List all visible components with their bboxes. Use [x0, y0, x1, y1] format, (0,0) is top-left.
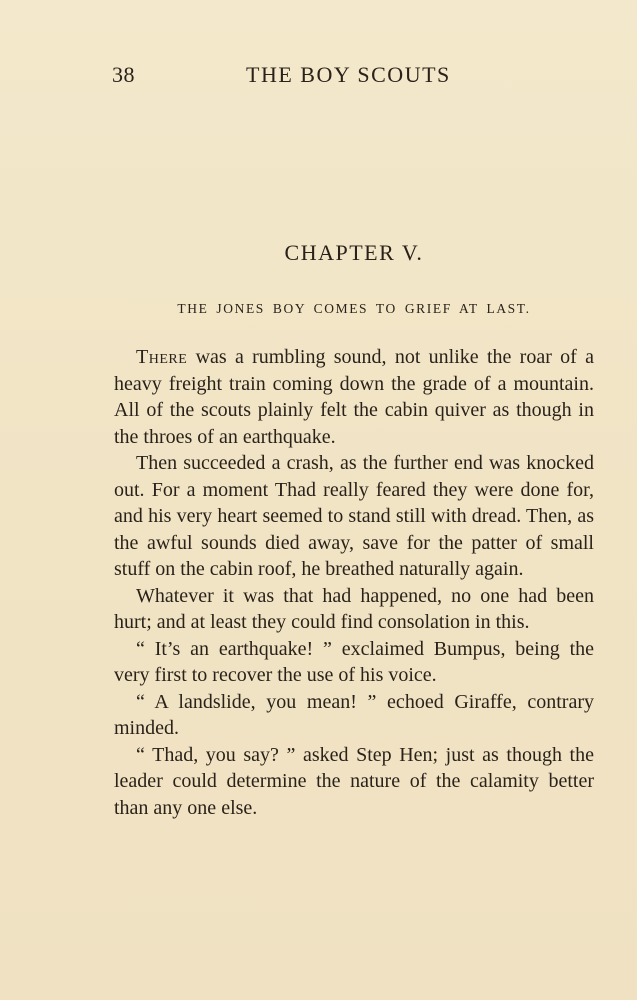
paragraph-lead-word: There: [136, 346, 188, 368]
body-text: [114, 344, 594, 821]
paragraph: “ It’s an earthquake! ” exclaimed Bumpus, being the very first to recover the use of his voice.: [114, 637, 594, 686]
chapter-title: CHAPTER V.: [284, 240, 424, 265]
paragraph: “ Thad, you say? ” asked Step Hen; just as though the leader could determine the nature of the calamity better than any one else.: [114, 743, 594, 819]
paragraph-text: was a rumbling sound, not unlike the roar of a heavy freight train coming down the grade of a mountain. All of the scouts plainly felt the cabin quiver as though in the throes of an earthquake.: [114, 346, 594, 448]
book-title: THE BOY SCOUTS: [246, 62, 451, 87]
paragraph: Whatever it was that had happened, no one had been hurt; and at least they could find consolation in this.: [114, 584, 594, 633]
paragraph: Then succeeded a crash, as the further end was knocked out. For a moment Thad really feared they were done for, and his very heart seemed to stand still with dread. Then, as the awful sounds died away, save for the patter of small stuff on the cabin roof, he breathed naturally again.: [114, 452, 594, 580]
page-number: 38: [112, 62, 135, 87]
paragraph: [114, 344, 594, 450]
chapter-subtitle: THE JONES BOY COMES TO GRIEF AT LAST.: [177, 301, 531, 316]
running-head: [112, 62, 494, 92]
paragraph: “ A landslide, you mean! ” echoed Giraffe, contrary minded.: [114, 690, 594, 739]
